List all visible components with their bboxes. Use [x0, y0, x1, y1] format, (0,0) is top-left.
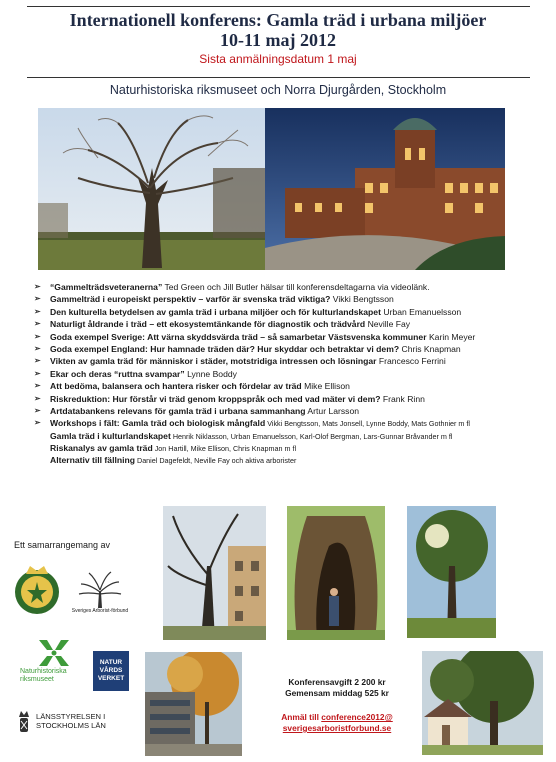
program-item: ➢ Den kulturella betydelsen av gamla träd i urbana miljöer och för kulturlandskapet Urban Emanuelsson: [34, 306, 462, 317]
royal-emblem-logo: [12, 562, 62, 618]
program-item: ➢ Naturligt åldrande i träd – ett ekosystemtänkande för diagnostik och trädvård Neville Fay: [34, 319, 411, 330]
program-item: ➢ Ekar och deras “ruttna svampar” Lynne Boddy: [34, 368, 237, 379]
arrow-bullet-icon: ➢: [34, 319, 41, 329]
arborist-association-logo: Sveriges Arborist-förbund: [70, 564, 130, 620]
crown-icon: [16, 707, 32, 735]
dinner-fee: Gemensam middag 525 kr: [285, 688, 389, 698]
arrow-bullet-icon: ➢: [34, 331, 41, 341]
arrow-bullet-icon: ➢: [34, 343, 41, 353]
lansstyrelsen-logo: LÄNSSTYRELSEN I STOCKHOLMS LÄN: [16, 706, 126, 736]
arrow-bullet-icon: ➢: [34, 294, 41, 304]
museum-mark-icon: [37, 638, 71, 668]
fee-info: [262, 677, 412, 699]
oak-tree-photo: [38, 108, 265, 270]
arrow-bullet-icon: ➢: [34, 282, 41, 291]
registration-deadline: Sista anmälningsdatum 1 maj: [199, 52, 357, 66]
program-list: [34, 281, 549, 467]
program-item: ➢ “Gammelträdsveteranerna” Ted Green och Jill Butler hälsar till konferensdeltagarna via videolänk.: [34, 282, 430, 292]
register-prefix: Anmäl till: [281, 712, 322, 722]
program-item: ➢ Artdatabankens relevans för gamla träd i urbana sammanhang Artur Larsson: [34, 405, 360, 416]
tree-icon: [77, 570, 123, 608]
program-item: ➢ Riskreduktion: Hur förstår vi träd genom kroppspråk och med vad mäter vi dem? Frank Rinn: [34, 393, 425, 404]
arrow-bullet-icon: ➢: [34, 393, 41, 403]
middle-rule: [27, 77, 530, 78]
arrow-bullet-icon: ➢: [34, 418, 41, 428]
program-item: ➢ Gammelträd i europeiskt perspektiv – varför är svenska träd viktiga? Vikki Bengtsson: [34, 294, 394, 305]
program-item: ➢ Vikten av gamla träd för människor i städer, motstridiga intressen och lösningar Francesco Ferrini: [34, 356, 446, 367]
conference-title: Internationell konferens: Gamla träd i urbana miljöer: [69, 10, 487, 30]
program-item: ➢ Goda exempel England: Hur hamnade träden där? Hur skyddar och betraktar vi dem? Chris Knapman: [34, 343, 461, 354]
conference-fee: Konferensavgift 2 200 kr: [288, 677, 386, 687]
workshop-item: Riskanalys av gamla träd Jon Hartill, Mike Ellison, Chris Knapman m fl: [50, 443, 297, 454]
workshop-item: Gamla träd i kulturlandskapet Henrik Niklasson, Urban Emanuelsson, Karl-Olof Bergman, Lars-Gunnar Bråvander m fl: [50, 430, 453, 441]
top-rule: [27, 6, 530, 7]
arrow-bullet-icon: ➢: [34, 356, 41, 366]
conference-dates: 10-11 maj 2012: [220, 30, 336, 50]
program-item: ➢ Goda exempel Sverige: Att värna skyddsvärda träd – så samarbetar Västsvenska kommuner Karin Meyer: [34, 331, 476, 342]
naturhistoriska-riksmuseet-logo: Naturhistoriska riksmuseet: [20, 634, 88, 688]
venue: Naturhistoriska riksmuseet och Norra Djurgården, Stockholm: [109, 83, 447, 97]
program-item: ➢ Att bedöma, balansera och hantera risker och fördelar av träd Mike Ellison: [34, 381, 350, 392]
arrow-bullet-icon: ➢: [34, 381, 41, 391]
tree-by-building-photo: [163, 506, 266, 640]
email-link-part2[interactable]: sverigesarboristforbund.se: [282, 723, 392, 733]
registration-info: [262, 712, 412, 734]
hollow-oak-photo: [287, 506, 385, 640]
oak-with-cottage-photo: [422, 651, 543, 755]
email-link-part1[interactable]: conference2012@: [321, 712, 393, 722]
arrow-bullet-icon: ➢: [34, 368, 41, 378]
workshop-item: Alternativ till fällning Daniel Dagefeldt, Neville Fay och aktiva arborister: [50, 455, 297, 466]
naturvardsverket-logo: NATUR VÅRDS VERKET: [93, 651, 129, 691]
arrow-bullet-icon: ➢: [34, 405, 41, 415]
autumn-tree-building-photo: [145, 652, 242, 756]
program-item: ➢ Workshops i fält: Gamla träd och biologisk mångfald Vikki Bengtsson, Mats Jonsell, Lynne Boddy, Mats Gothnier m fl: [34, 418, 471, 429]
organizers-heading: Ett samarrangemang av: [14, 540, 111, 550]
sunlit-tree-photo: [407, 506, 496, 638]
arrow-bullet-icon: ➢: [34, 306, 41, 316]
museum-building-photo: [265, 108, 505, 270]
